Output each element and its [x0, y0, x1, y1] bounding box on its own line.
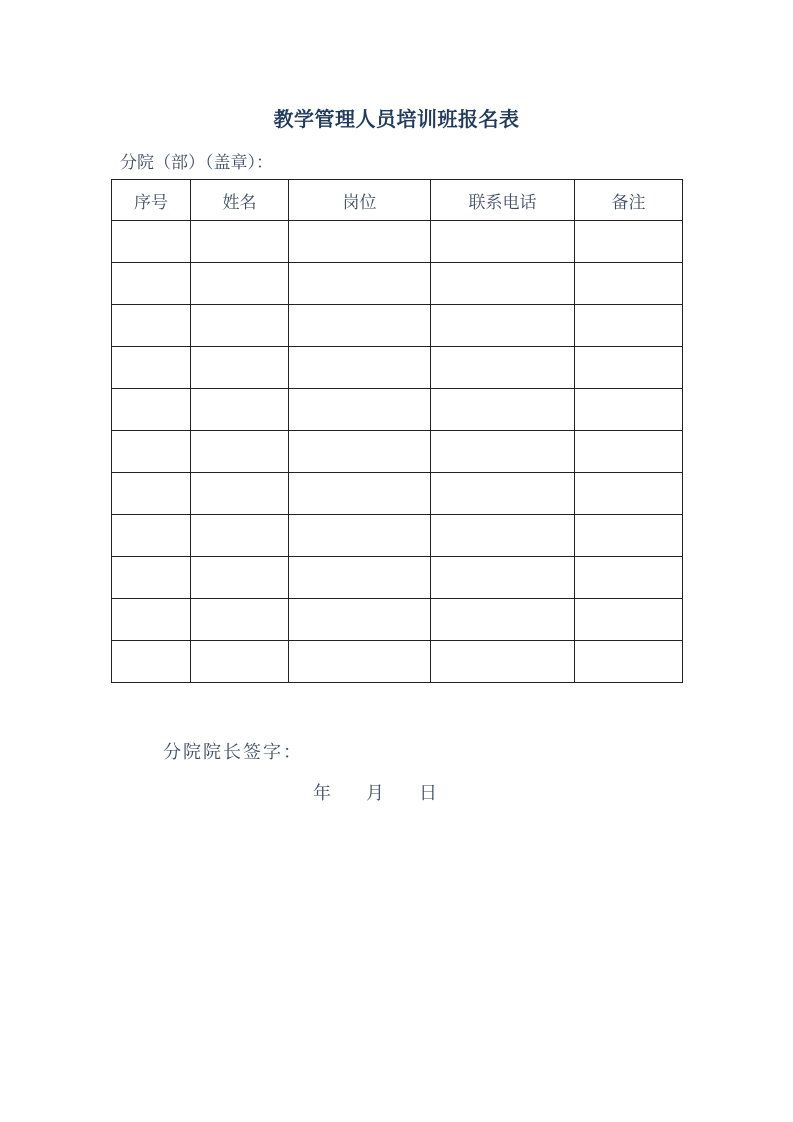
- table-row: [112, 641, 683, 683]
- table-cell-number[interactable]: [112, 557, 191, 599]
- table-cell-remarks[interactable]: [575, 305, 683, 347]
- table-row: [112, 599, 683, 641]
- date-month-label: 月: [366, 783, 384, 804]
- table-cell-position[interactable]: [289, 515, 431, 557]
- table-cell-name[interactable]: [191, 347, 289, 389]
- table-cell-name[interactable]: [191, 305, 289, 347]
- table-cell-phone[interactable]: [431, 347, 575, 389]
- table-cell-name[interactable]: [191, 515, 289, 557]
- column-header-number: 序号: [112, 180, 191, 221]
- table-cell-name[interactable]: [191, 599, 289, 641]
- table-cell-name[interactable]: [191, 221, 289, 263]
- table-row: [112, 263, 683, 305]
- table-cell-number[interactable]: [112, 389, 191, 431]
- table-cell-position[interactable]: [289, 641, 431, 683]
- table-cell-remarks[interactable]: [575, 389, 683, 431]
- table-cell-remarks[interactable]: [575, 557, 683, 599]
- table-cell-phone[interactable]: [431, 599, 575, 641]
- table-cell-position[interactable]: [289, 431, 431, 473]
- table-cell-position[interactable]: [289, 347, 431, 389]
- table-cell-number[interactable]: [112, 347, 191, 389]
- table-cell-position[interactable]: [289, 221, 431, 263]
- table-cell-position[interactable]: [289, 599, 431, 641]
- column-header-name: 姓名: [191, 180, 289, 221]
- table-cell-position[interactable]: [289, 389, 431, 431]
- table-cell-name[interactable]: [191, 263, 289, 305]
- dean-signature-label: 分院院长签字：: [163, 742, 303, 763]
- table-cell-remarks[interactable]: [575, 473, 683, 515]
- table-cell-remarks[interactable]: [575, 515, 683, 557]
- table-cell-number[interactable]: [112, 641, 191, 683]
- registration-table: [111, 179, 683, 683]
- table-row: [112, 221, 683, 263]
- table-row: [112, 557, 683, 599]
- table-cell-number[interactable]: [112, 515, 191, 557]
- table-cell-phone[interactable]: [431, 473, 575, 515]
- table-cell-number[interactable]: [112, 263, 191, 305]
- table-cell-number[interactable]: [112, 221, 191, 263]
- table-cell-remarks[interactable]: [575, 263, 683, 305]
- table-cell-phone[interactable]: [431, 431, 575, 473]
- table-row: [112, 389, 683, 431]
- table-cell-name[interactable]: [191, 557, 289, 599]
- table-row: [112, 431, 683, 473]
- table-cell-remarks[interactable]: [575, 347, 683, 389]
- table-cell-name[interactable]: [191, 473, 289, 515]
- table-cell-remarks[interactable]: [575, 221, 683, 263]
- table-row: [112, 305, 683, 347]
- date-year-label: 年: [313, 783, 331, 804]
- date-day-label: 日: [419, 783, 437, 804]
- table-cell-position[interactable]: [289, 263, 431, 305]
- table-cell-phone[interactable]: [431, 641, 575, 683]
- table-cell-phone[interactable]: [431, 263, 575, 305]
- column-header-phone: 联系电话: [431, 180, 575, 221]
- table-cell-phone[interactable]: [431, 515, 575, 557]
- table-cell-name[interactable]: [191, 389, 289, 431]
- table-cell-position[interactable]: [289, 473, 431, 515]
- date-line: [313, 779, 437, 805]
- table-body: [112, 221, 683, 683]
- column-header-remarks: 备注: [575, 180, 683, 221]
- table-cell-number[interactable]: [112, 473, 191, 515]
- table-cell-name[interactable]: [191, 431, 289, 473]
- column-header-position: 岗位: [289, 180, 431, 221]
- table-cell-name[interactable]: [191, 641, 289, 683]
- table-cell-remarks[interactable]: [575, 431, 683, 473]
- table-cell-remarks[interactable]: [575, 599, 683, 641]
- table-header-row: [112, 180, 683, 221]
- form-title: 教学管理人员培训班报名表: [273, 107, 520, 131]
- table-cell-phone[interactable]: [431, 305, 575, 347]
- table-row: [112, 347, 683, 389]
- table-cell-number[interactable]: [112, 305, 191, 347]
- table-cell-position[interactable]: [289, 557, 431, 599]
- table-row: [112, 473, 683, 515]
- table-cell-phone[interactable]: [431, 557, 575, 599]
- table-cell-number[interactable]: [112, 599, 191, 641]
- table-cell-phone[interactable]: [431, 389, 575, 431]
- table-cell-position[interactable]: [289, 305, 431, 347]
- table-cell-number[interactable]: [112, 431, 191, 473]
- table-row: [112, 515, 683, 557]
- table-cell-remarks[interactable]: [575, 641, 683, 683]
- department-stamp-label: 分院（部）（盖章）：: [120, 153, 273, 173]
- table-cell-phone[interactable]: [431, 221, 575, 263]
